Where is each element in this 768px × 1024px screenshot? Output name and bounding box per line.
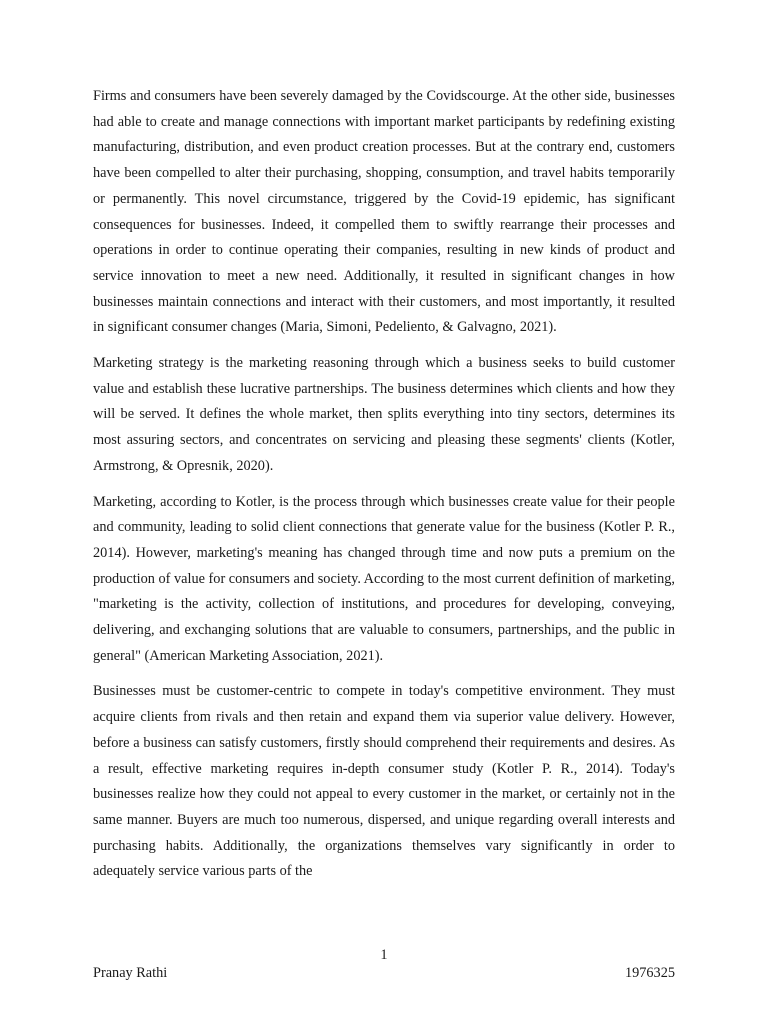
footer-author: Pranay Rathi	[93, 965, 168, 981]
footer-student-id: 1976325	[624, 965, 675, 981]
paragraph-customer-centric: Businesses must be customer-centric to compete in today's competitive environment. They must acquire clients from rivals and then retain and expand them via superior value delivery. However, before a business can satisfy customers, firstly should comprehend their requirements and desires. As a result, effective marketing requires in-depth consumer study (Kotler P. R., 2014). Today's businesses realize how they could not appeal to every customer in the market, or certainly not in the same manner. Buyers are much too numerous, dispersed, and unique regarding overall interests and purchasing habits. Additionally, the organizations themselves vary significantly in order to adequately service various parts of the	[93, 683, 675, 880]
document-body	[93, 84, 675, 895]
page-number: 1	[380, 947, 388, 963]
paragraph-marketing-definition: Marketing, according to Kotler, is the process through which businesses create value for their people and community, leading to solid client connections that generate value for the business (Kotler P. R., 2014). However, marketing's meaning has changed through time and now puts a premium on the production of value for consumers and society. According to the most current definition of marketing, "marketing is the activity, collection of institutions, and procedures for developing, conveying, delivering, and exchanging solutions that are valuable to consumers, partnerships, and the public in general" (American Marketing Association, 2021).	[93, 493, 675, 664]
paragraph-marketing-strategy: Marketing strategy is the marketing reasoning through which a business seeks to build customer value and establish these lucrative partnerships. The business determines which clients and how they will be served. It defines the whole market, then splits everything into tiny sectors, determines its most assuring sectors, and concentrates on servicing and pleasing these segments' clients (Kotler, Armstrong, & Opresnik, 2020).	[93, 355, 675, 474]
paragraph-covid-impact: Firms and consumers have been severely damaged by the Covidscourge. At the other side, businesses had able to create and manage connections with important market participants by redefining existing manufacturing, distribution, and even product creation processes. But at the contrary end, customers have been compelled to alter their purchasing, shopping, consumption, and travel habits temporarily or permanently. This novel circumstance, triggered by the Covid-19 epidemic, has significant consequences for businesses. Indeed, it compelled them to swiftly rearrange their processes and operations in order to continue operating their companies, resulting in new kinds of product and service innovation to meet a new need. Additionally, it resulted in significant changes in how businesses maintain connections and interact with their customers, and most importantly, it resulted in significant consumer changes (Maria, Simoni, Pedeliento, & Galvagno, 2021).	[93, 88, 675, 336]
